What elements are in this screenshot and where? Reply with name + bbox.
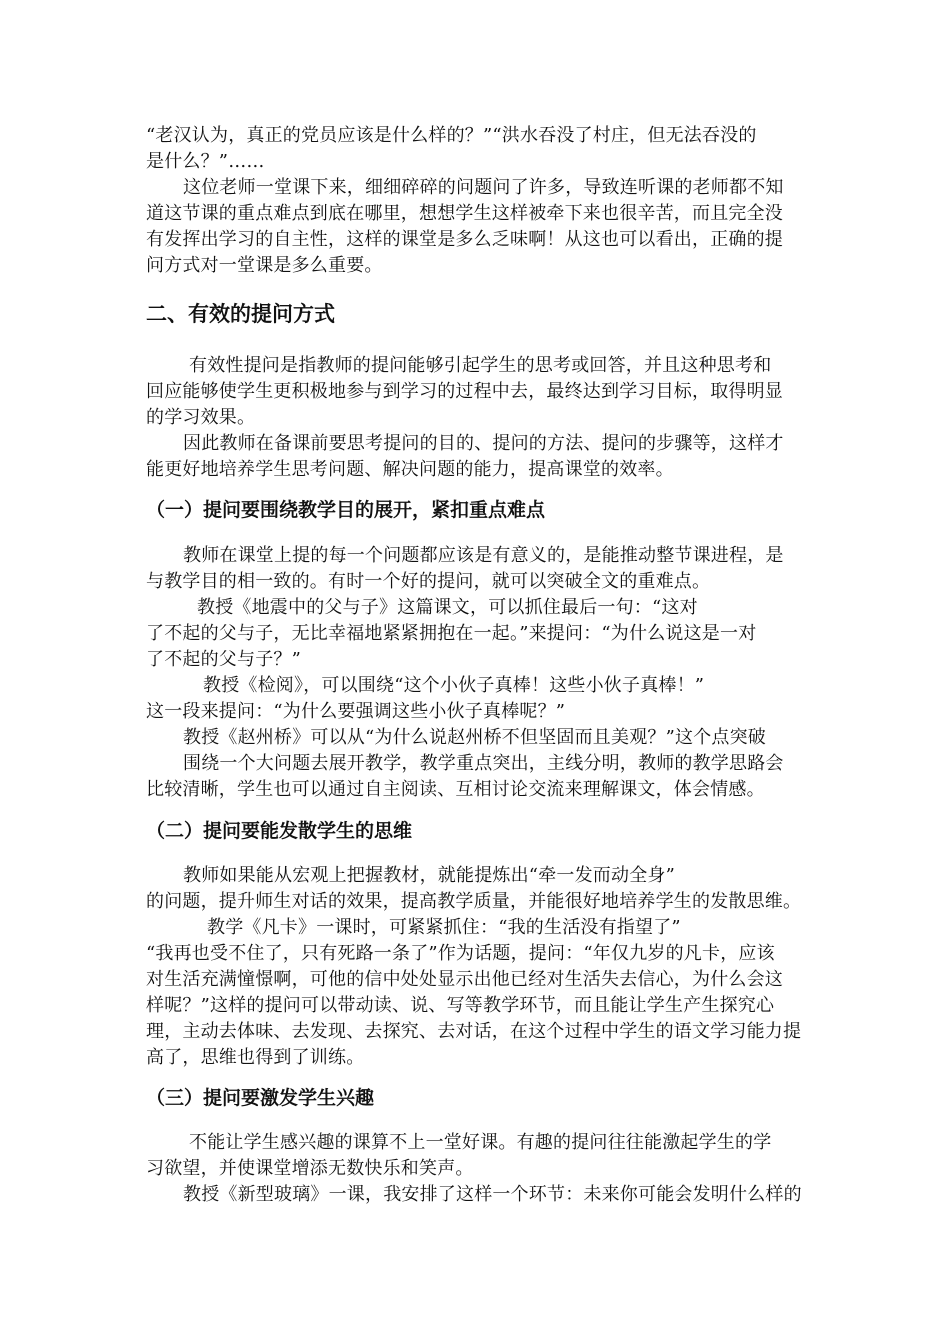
sub1-line-9: 围绕一个大问题去展开教学，教学重点突出，主线分明，教师的教学思路会 xyxy=(183,753,784,774)
section2-line-3: 的学习效果。 xyxy=(146,407,256,428)
intro-line-6: 问方式对一堂课是多么重要。 xyxy=(146,255,383,276)
sub2-line-4: “我再也受不住了，只有死路一条了”作为话题，提问：“年仅九岁的凡卡，应该 xyxy=(146,943,775,964)
section2-line-5: 能更好地培养学生思考问题、解决问题的能力，提高课堂的效率。 xyxy=(146,459,674,480)
intro-line-2: 是什么？”…… xyxy=(146,151,265,172)
sub1-line-1: 教师在课堂上提的每一个问题都应该是有意义的，是能推动整节课进程，是 xyxy=(183,545,784,566)
section2-line-2: 回应能够使学生更积极地参与到学习的过程中去，最终达到学习目标，取得明显 xyxy=(146,381,783,402)
sub1-line-8: 教授《赵州桥》可以从“为什么说赵州桥不但坚固而且美观？”这个点突破 xyxy=(183,727,767,748)
intro-line-3: 这位老师一堂课下来，细细碎碎的问题问了许多，导致连听课的老师都不知 xyxy=(183,177,784,198)
subsection-heading-2: （二）提问要能发散学生的思维 xyxy=(146,820,413,842)
sub2-line-2: 的问题，提升师生对话的效果，提高教学质量，并能很好地培养学生的发散思维。 xyxy=(146,891,802,912)
sub2-line-3: 教学《凡卡》一课时，可紧紧抓住：“我的生活没有指望了” xyxy=(207,917,681,938)
sub3-line-1: 不能让学生感兴趣的课算不上一堂好课。有趣的提问往往能激起学生的学 xyxy=(189,1132,772,1153)
section2-line-4: 因此教师在备课前要思考提问的目的、提问的方法、提问的步骤等，这样才 xyxy=(183,433,784,454)
section2-line-1: 有效性提问是指教师的提问能够引起学生的思考或回答，并且这种思考和 xyxy=(189,355,772,376)
sub2-line-1: 教师如果能从宏观上把握教材，就能提炼出“牵一发而动全身” xyxy=(183,865,676,886)
sub1-line-4: 了不起的父与子，无比幸福地紧紧拥抱在一起。”来提问：“为什么说这是一对 xyxy=(146,623,757,644)
sub2-line-6: 样呢？”这样的提问可以带动读、说、写等教学环节，而且能让学生产生探究心 xyxy=(146,995,775,1016)
sub1-line-6: 教授《检阅》，可以围绕“这个小伙子真棒！这些小伙子真棒！” xyxy=(203,675,705,696)
sub3-line-3: 教授《新型玻璃》一课，我安排了这样一个环节：未来你可能会发明什么样的 xyxy=(183,1184,802,1205)
sub1-line-10: 比较清晰，学生也可以通过自主阅读、互相讨论交流来理解课文，体会情感。 xyxy=(146,779,765,800)
subsection-heading-1: （一）提问要围绕教学目的展开，紧扣重点难点 xyxy=(146,499,546,521)
intro-line-4: 道这节课的重点难点到底在哪里，想想学生这样被牵下来也很辛苦，而且完全没 xyxy=(146,203,783,224)
subsection-heading-3: （三）提问要激发学生兴趣 xyxy=(146,1087,375,1109)
intro-line-1: “老汉认为，真正的党员应该是什么样的？”“洪水吞没了村庄，但无法吞没的 xyxy=(146,125,757,146)
section-heading-2: 二、有效的提问方式 xyxy=(146,302,335,326)
sub2-line-7: 理，主动去体味、去发现、去探究、去对话，在这个过程中学生的语文学习能力提 xyxy=(146,1021,802,1042)
sub1-line-7: 这一段来提问：“为什么要强调这些小伙子真棒呢？” xyxy=(146,701,566,722)
intro-line-5: 有发挥出学习的自主性，这样的课堂是多么乏味啊！从这也可以看出，正确的提 xyxy=(146,229,783,250)
sub3-line-2: 习欲望，并使课堂增添无数快乐和笑声。 xyxy=(146,1158,474,1179)
sub2-line-8: 高了，思维也得到了训练。 xyxy=(146,1047,365,1068)
sub1-line-3: 教授《地震中的父与子》这篇课文，可以抓住最后一句：“这对 xyxy=(197,597,698,618)
sub1-line-5: 了不起的父与子？” xyxy=(146,649,302,670)
sub2-line-5: 对生活充满憧憬啊，可他的信中处处显示出他已经对生活失去信心，为什么会这 xyxy=(146,969,783,990)
sub1-line-2: 与教学目的相一致的。有时一个好的提问，就可以突破全文的重难点。 xyxy=(146,571,711,592)
